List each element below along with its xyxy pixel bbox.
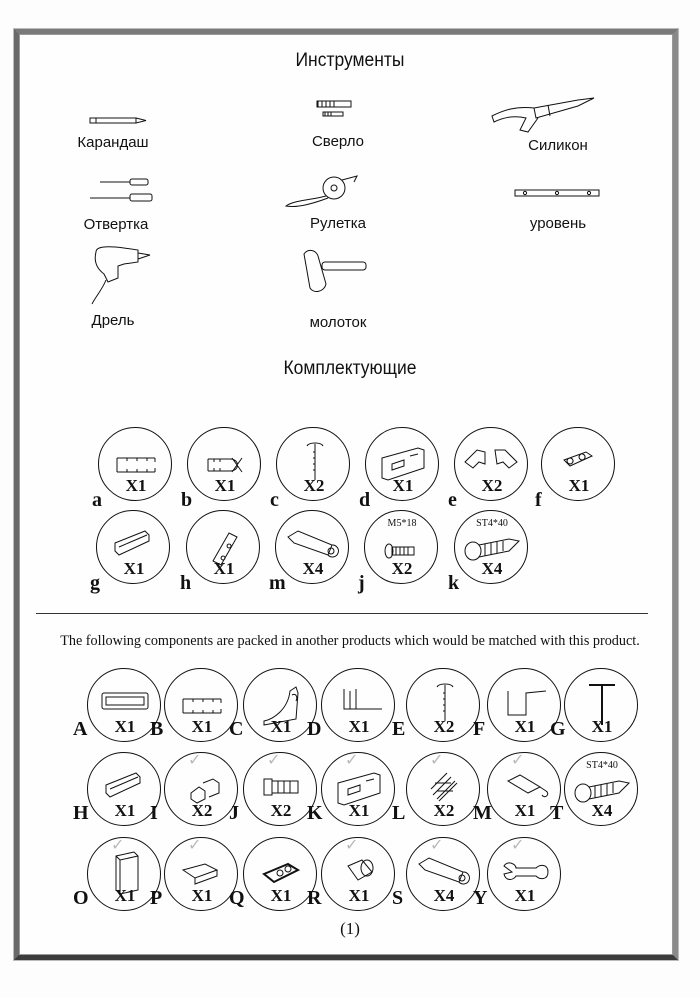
component-quantity: X2	[270, 801, 292, 820]
check-mark-icon: ✓	[345, 835, 359, 854]
component-letter: g	[90, 572, 100, 594]
external-components-note: The following components are packed in another products which would be matched with this product.	[60, 633, 640, 649]
component-quantity: X2	[191, 801, 213, 820]
tool-label: Силикон	[528, 137, 588, 154]
component-quantity: X1	[514, 717, 536, 736]
component-quantity: X2	[481, 476, 503, 495]
component-quantity: X1	[191, 886, 213, 905]
component-letter: B	[150, 718, 164, 740]
component-circle	[243, 668, 317, 742]
check-mark-icon: ✓	[511, 750, 525, 769]
component-letter: C	[229, 718, 244, 740]
check-mark-icon: ✓	[111, 835, 125, 854]
tools-title: Инструменты	[295, 50, 405, 71]
tool-label: молоток	[309, 314, 367, 331]
component-letter: H	[73, 802, 89, 824]
component-quantity: X1	[270, 717, 292, 736]
component-spec: ST4*40	[476, 518, 508, 529]
tool-label: Отвертка	[83, 216, 149, 233]
component-circle	[365, 427, 439, 501]
component-circle	[96, 510, 170, 584]
component-letter: j	[358, 572, 365, 594]
component-quantity: X1	[514, 801, 536, 820]
component-letter: E	[392, 718, 406, 740]
components-title: Комплектующие	[283, 358, 417, 379]
component-letter: Q	[229, 887, 245, 909]
component-circle	[321, 668, 395, 742]
component-quantity: X2	[303, 476, 325, 495]
component-quantity: X2	[391, 559, 413, 578]
component-circle	[454, 510, 528, 584]
component-circle	[406, 668, 480, 742]
component-letter: e	[448, 489, 457, 511]
check-mark-icon: ✓	[511, 835, 525, 854]
component-letter: D	[307, 718, 322, 740]
component-quantity: X1	[348, 886, 370, 905]
component-quantity: X1	[123, 559, 145, 578]
check-mark-icon: ✓	[188, 750, 202, 769]
page-number: (1)	[340, 919, 360, 938]
component-letter: P	[150, 887, 163, 909]
component-quantity: X1	[114, 717, 136, 736]
component-letter: d	[359, 489, 371, 511]
component-circle	[164, 668, 238, 742]
component-letter: J	[229, 802, 239, 824]
component-quantity: X1	[270, 886, 292, 905]
component-quantity: X1	[114, 801, 136, 820]
component-letter: h	[180, 572, 192, 594]
component-circle	[454, 427, 528, 501]
component-quantity: X4	[481, 559, 503, 578]
tool-label: уровень	[529, 215, 587, 232]
component-spec: M5*18	[387, 518, 417, 529]
component-quantity: X1	[348, 717, 370, 736]
component-letter: K	[307, 802, 323, 824]
component-circle	[276, 427, 350, 501]
tool-label: Рулетка	[310, 215, 366, 232]
screwdriver-icon	[88, 176, 158, 204]
component-quantity: X1	[125, 476, 147, 495]
check-mark-icon: ✓	[430, 835, 444, 854]
power-drill-icon	[88, 244, 160, 306]
component-letter: I	[150, 802, 158, 824]
check-mark-icon: ✓	[188, 835, 202, 854]
tool-label: Сверло	[311, 133, 365, 150]
component-quantity: X1	[214, 476, 236, 495]
component-quantity: X4	[591, 801, 613, 820]
component-quantity: X4	[302, 559, 324, 578]
component-letter: T	[550, 802, 564, 824]
component-letter: a	[92, 489, 102, 511]
component-letter: M	[473, 802, 492, 824]
component-quantity: X1	[514, 886, 536, 905]
component-letter: S	[392, 887, 404, 909]
check-mark-icon: ✓	[267, 750, 281, 769]
component-letter: R	[307, 887, 322, 909]
component-circle	[187, 427, 261, 501]
component-quantity: X1	[114, 886, 136, 905]
pencil-icon	[88, 114, 158, 128]
component-letter: f	[535, 489, 542, 511]
component-quantity: X1	[191, 717, 213, 736]
component-quantity: X1	[213, 559, 235, 578]
component-letter: O	[73, 887, 89, 909]
component-letter: k	[448, 572, 460, 594]
component-quantity: X1	[392, 476, 414, 495]
component-letter: L	[392, 802, 406, 824]
component-circle	[275, 510, 349, 584]
component-quantity: X1	[348, 801, 370, 820]
silicone-gun-icon	[486, 94, 598, 138]
component-letter: A	[73, 718, 88, 740]
component-circle	[98, 427, 172, 501]
component-circle	[564, 752, 638, 826]
section-divider	[36, 613, 648, 614]
component-letter: G	[550, 718, 566, 740]
check-mark-icon: ✓	[345, 750, 359, 769]
component-quantity: X2	[433, 801, 455, 820]
tool-label: Карандаш	[77, 134, 149, 151]
component-quantity: X4	[433, 886, 455, 905]
component-quantity: X1	[591, 717, 613, 736]
tape-measure-icon	[282, 170, 362, 210]
component-spec: ST4*40	[586, 760, 618, 771]
component-circle	[186, 510, 260, 584]
component-letter: F	[473, 718, 486, 740]
component-circle	[564, 668, 638, 742]
tool-label: Дрель	[91, 312, 135, 329]
hammer-icon	[296, 248, 368, 296]
component-quantity: X2	[433, 717, 455, 736]
component-letter: b	[181, 489, 193, 511]
component-letter: Y	[473, 887, 488, 909]
component-circle	[541, 427, 615, 501]
component-circle	[243, 837, 317, 911]
check-mark-icon: ✓	[430, 750, 444, 769]
component-quantity: X1	[568, 476, 590, 495]
drill-bit-icon	[315, 98, 365, 120]
component-letter: c	[270, 489, 279, 511]
component-circle	[364, 510, 438, 584]
spirit-level-icon	[513, 188, 603, 200]
component-letter: m	[269, 572, 286, 594]
